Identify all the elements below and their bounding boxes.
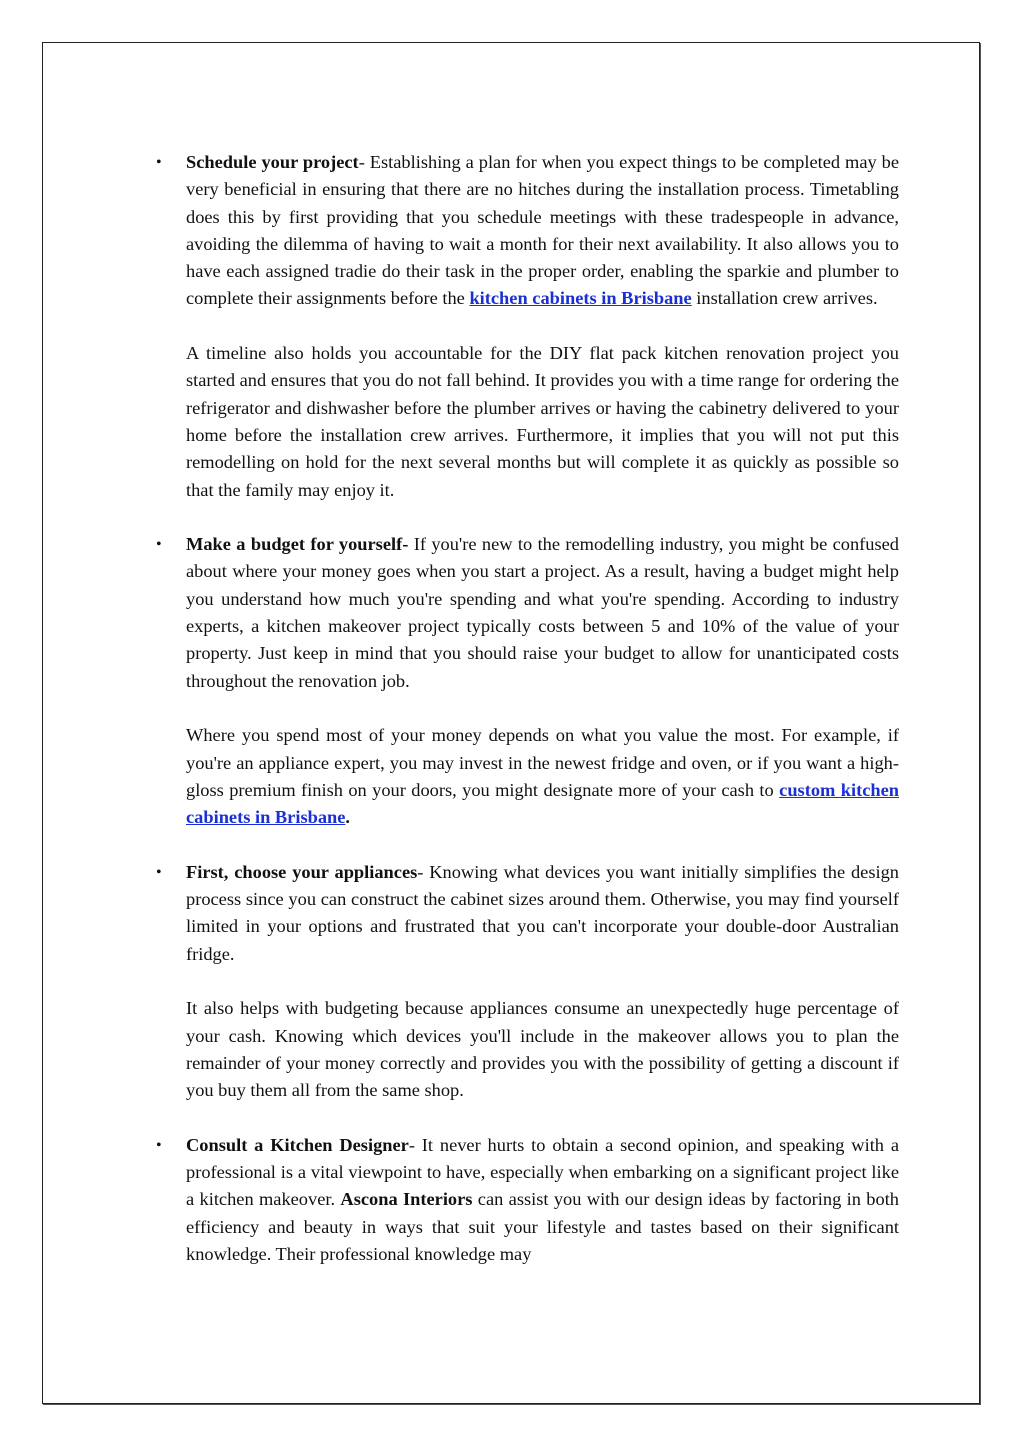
bullet-text: If you're new to the remodelling industry, you might be confused about where your money goes when you start a project. As a result, having a budget might help you understand how much you're spending and what you're spending. According to industry experts, a kitchen makeover project typically costs between 5 and 10% of the value of your property. Just keep in mind that you should raise your budget to allow for unanticipated costs throughout the renovation job. [186,534,900,691]
bullet-text: - Establishing a plan for when you expect things to be completed may be very beneficial in ensuring that there are no hitches during the installation process. Timetabling does this by first providing that you schedule meetings with these tradespeople in advance, avoiding the dilemma of having to wait a month for their next availability. It also allows you to have each assigned tradie do their task in the proper order, enabling the sparkie and plumber to complete their assignments before the [186,152,899,309]
bullet-heading: Make a budget for yourself- [186,534,409,555]
bullet-item-schedule [156,149,899,313]
bullet-item-appliances [156,859,899,968]
bullet-text-after: can assist you with our design ideas by factoring in both efficiency and beauty in ways that suit your lifestyle and tastes based on their significant knowledge. Their professional knowledge may [186,1189,899,1264]
body-paragraph: It also helps with budgeting because appliances consume an unexpectedly huge percentage of your cash. Knowing which devices you'll include in the makeover allows you to plan the remainder of your money correctly and provides you with the possibility of getting a discount if you buy them all from the same shop. [186,998,899,1101]
bullet-paragraph [186,859,899,968]
bullet-paragraph [186,531,899,695]
bullet-dot: • [156,863,162,881]
document-body [156,149,900,1295]
bullet-dot: • [156,536,162,554]
period: . [345,807,351,828]
bullet-text-after: installation crew arrives. [691,288,878,309]
bullet-heading: Consult a Kitchen Designer [186,1134,409,1155]
paragraph-timeline [186,340,899,504]
paragraph-budgeting [186,995,899,1104]
bullet-paragraph [186,149,899,313]
body-paragraph: A timeline also holds you accountable for the DIY flat pack kitchen renovation project you started and ensures that you do not fall behind. It provides you with a time range for ordering the refrigerator and dishwasher before the plumber arrives or having the cabinetry delivered to your home before the installation crew arrives. Furthermore, it implies that you will not put this remodelling on hold for the next several months but will complete it as quickly as possible so that the family may enjoy it. [186,343,899,500]
body-paragraph [186,722,899,831]
bullet-paragraph [186,1132,899,1268]
bullet-item-budget [156,531,900,695]
paragraph-spending [186,722,899,831]
bullet-heading: First, choose your appliances [186,861,418,882]
bullet-text: - Knowing what devices you want initially simplifies the design process since you can construct the cabinet sizes around them. Otherwise, you may find yourself limited in your options and frustrated that you can't incorporate your double-door Australian fridge. [186,861,899,964]
company-name: Ascona Interiors [340,1189,473,1210]
body-text: Where you spend most of your money depends on what you value the most. For example, if you're an appliance expert, you may invest in the newest fridge and oven, or if you want a high-gloss premium finish on your doors, you might designate more of your cash to [186,725,899,800]
bullet-text: - It never hurts to obtain a second opinion, and speaking with a professional is a vital viewpoint to have, especially when embarking on a significant project like a kitchen makeover. [186,1134,899,1210]
bullet-dot: • [156,1136,162,1154]
kitchen-cabinets-link[interactable]: kitchen cabinets in Brisbane [469,288,692,309]
bullet-heading: Schedule your project [186,152,359,172]
bullet-dot: • [156,154,162,171]
bullet-item-designer [156,1132,899,1268]
custom-kitchen-cabinets-link[interactable]: custom kitchen cabinets in Brisbane [186,779,899,828]
